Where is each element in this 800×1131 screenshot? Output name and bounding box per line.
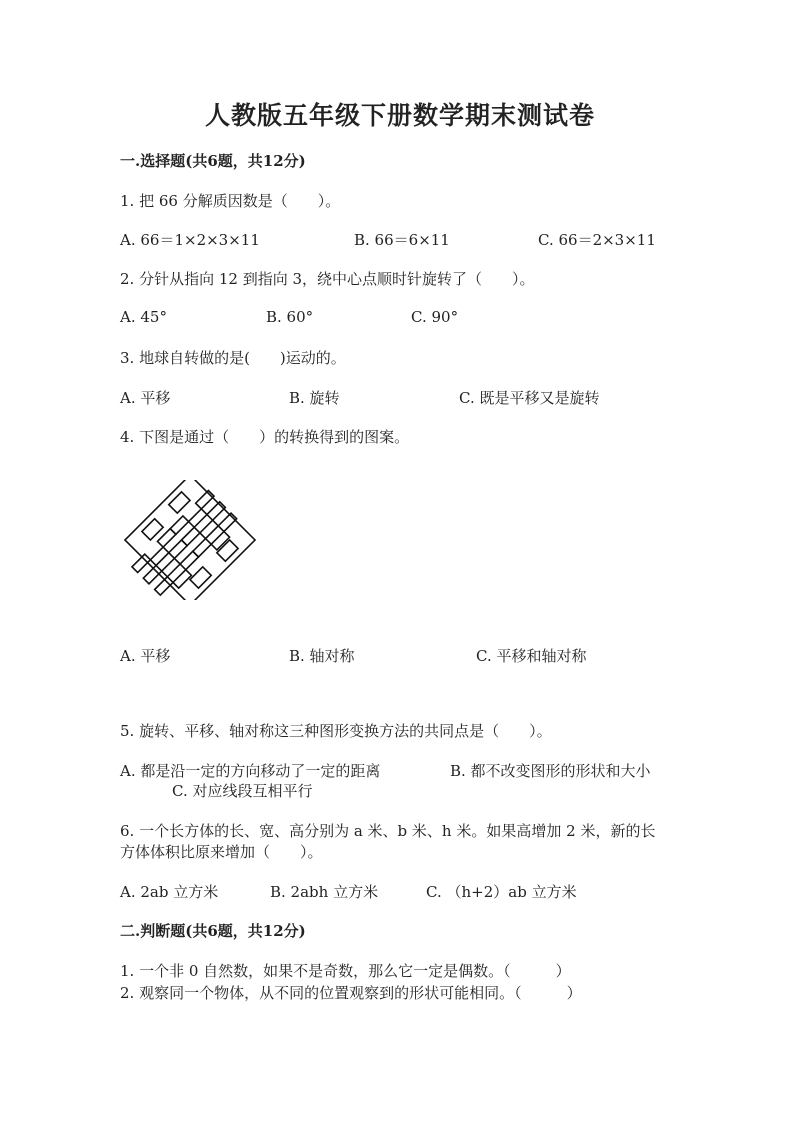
q1-option-b: B. 66＝6×11 xyxy=(354,231,450,249)
section-heading-choice: 一.选择题(共6题，共12分) xyxy=(120,152,306,170)
q4-option-c: C. 平移和轴对称 xyxy=(476,647,587,665)
judge-question-1: 1. 一个非 0 自然数，如果不是奇数，那么它一定是偶数。（ ） xyxy=(120,962,571,980)
q4-option-b: B. 轴对称 xyxy=(289,647,355,665)
section-heading-judge: 二.判断题(共6题，共12分) xyxy=(120,922,306,940)
q2-option-b: B. 60° xyxy=(266,308,314,326)
q3-option-c: C. 既是平移又是旋转 xyxy=(459,389,600,407)
question-3: 3. 地球自转做的是( )运动的。 xyxy=(120,349,346,367)
q2-option-c: C. 90° xyxy=(411,308,459,326)
question-4: 4. 下图是通过（ ）的转换得到的图案。 xyxy=(120,428,410,446)
q3-option-b: B. 旋转 xyxy=(289,389,340,407)
q4-option-a: A. 平移 xyxy=(120,647,171,665)
question-1: 1. 把 66 分解质因数是（ ）。 xyxy=(120,192,341,210)
q1-option-a: A. 66＝1×2×3×11 xyxy=(120,231,260,249)
q5-option-a: A. 都是沿一定的方向移动了一定的距离 xyxy=(120,762,381,780)
q6-option-c: C. （h+2）ab 立方米 xyxy=(426,883,577,901)
q3-option-a: A. 平移 xyxy=(120,389,171,407)
question-2: 2. 分针从指向 12 到指向 3，绕中心点顺时针旋转了（ ）。 xyxy=(120,270,535,288)
question-5: 5. 旋转、平移、轴对称这三种图形变换方法的共同点是（ ）。 xyxy=(120,722,552,740)
q6-option-b: B. 2abh 立方米 xyxy=(270,883,379,901)
q2-option-a: A. 45° xyxy=(120,308,167,326)
q5-option-b: B. 都不改变图形的形状和大小 xyxy=(450,762,651,780)
q6-option-a: A. 2ab 立方米 xyxy=(120,883,219,901)
question-6-line-2: 方体体积比原来增加（ ）。 xyxy=(120,843,323,861)
q5-option-c: C. 对应线段互相平行 xyxy=(172,782,313,800)
q1-option-c: C. 66＝2×3×11 xyxy=(538,231,656,249)
judge-question-2: 2. 观察同一个物体，从不同的位置观察到的形状可能相同。（ ） xyxy=(120,984,582,1002)
question-6-line-1: 6. 一个长方体的长、宽、高分别为 a 米、b 米、h 米。如果高增加 2 米，新的长 xyxy=(120,822,656,840)
page-title: 人教版五年级下册数学期末测试卷 xyxy=(204,101,595,130)
tessellation-pattern-figure xyxy=(120,480,260,600)
